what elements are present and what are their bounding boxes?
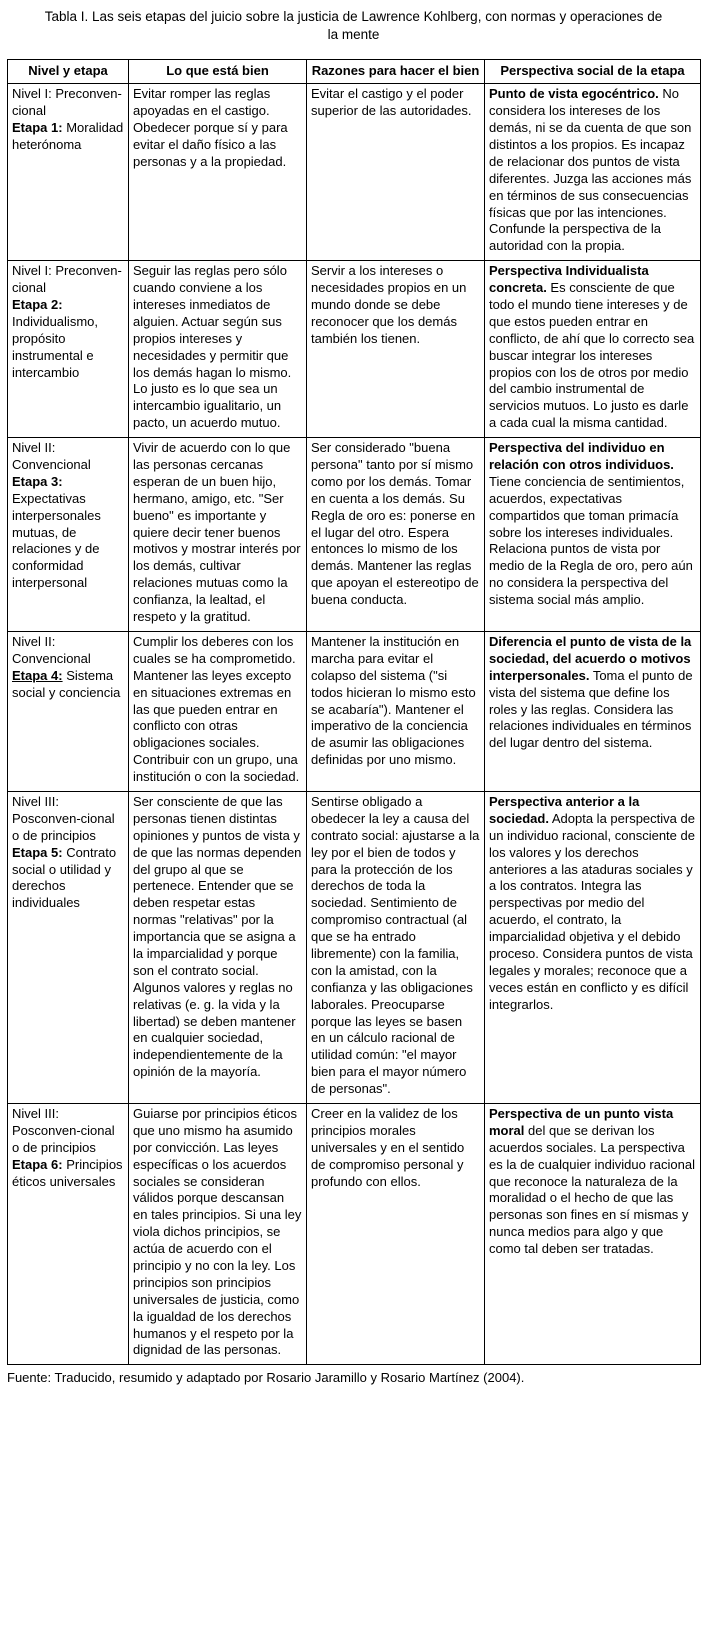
- perspective-body: Tiene conciencia de sentimientos, acuerdos, expectativas compartidos que toman primacía sobre los intereses individuales. Relaciona puntos de vista por medio de la Regla de oro, pero aún no considera la perspectiva del sistema social más amplio.: [489, 473, 693, 608]
- etapa-text: [12, 297, 124, 381]
- header-row: [8, 60, 701, 84]
- etapa-desc: Contrato social o utilidad y derechos individuales: [12, 844, 117, 911]
- perspective-body: Adopta la perspectiva de un individuo racional, consciente de los valores y los derechos anteriores a las ataduras sociales y a los contratos. Integra las perspectivas por medio del acuerdo, el contrato, la imparcialidad objetiva y el debido proceso. Considera puntos de vista legales y morales; reconoce que a veces están en conflicto y es difícil integrarlos.: [489, 810, 695, 1012]
- cell-what-is-right: Seguir las reglas pero sólo cuando conviene a los intereses inmediatos de alguien. Actuar según sus propios intereses y necesidades y permitir que los demás hagan lo mismo. Lo justo es lo que sea un intercambio igualitario, un pacto, un acuerdo mutuo.: [129, 261, 307, 438]
- cell-what-is-right: Cumplir los deberes con los cuales se ha comprometido. Mantener las leyes excepto en situaciones extremas en las que pueden entrar en conflicto con otras obligaciones sociales. Contribuir con un grupo, una institución o con la sociedad.: [129, 631, 307, 791]
- level-text: Nivel III: Posconven-cional o de principios: [12, 793, 115, 843]
- cell-reasons: Mantener la institución en marcha para evitar el colapso del sistema ("si todos hicieran lo mismo esto se acabaría"). Mantener el imperativo de la conciencia de asumir las obligaciones definidas por uno mismo.: [307, 631, 485, 791]
- perspective-lead: Perspectiva del individuo en relación con otros individuos.: [489, 440, 674, 473]
- cell-social-perspective: [485, 1103, 701, 1364]
- etapa-label: Etapa 3:: [12, 473, 63, 489]
- etapa-desc: Sistema social y conciencia: [12, 667, 121, 700]
- table-title: Tabla I. Las seis etapas del juicio sobre la justicia de Lawrence Kohlberg, con normas y operaciones de la mente: [44, 9, 663, 43]
- level-text: Nivel I: Preconven-cional: [12, 86, 122, 119]
- etapa-desc: Moralidad heterónoma: [12, 120, 124, 152]
- cell-level-etapa: [8, 1103, 129, 1364]
- etapa-text: [12, 120, 124, 154]
- cell-what-is-right: Guiarse por principios éticos que uno mismo ha asumido por convicción. Las leyes específicas o los acuerdos sociales se consideran válidos porque descansan en tales principios. Si una ley viola dichos principios, se actúa de acuerdo con el principio y no con la ley. Los principios son principios universales de justicia, como la igualdad de los derechos humanos y el respeto por la dignidad de las personas.: [129, 1103, 307, 1364]
- cell-social-perspective: [485, 438, 701, 632]
- perspective-lead: Perspectiva anterior a la sociedad.: [489, 793, 640, 826]
- perspective-lead: Perspectiva de un punto vista moral: [489, 1105, 674, 1138]
- perspective-lead: Perspectiva Individualista concreta.: [489, 263, 649, 296]
- cell-social-perspective: [485, 791, 701, 1103]
- cell-reasons: Ser considerado "buena persona" tanto por sí mismo como por los demás. Tomar en cuenta a los demás. Su Regla de oro es: ponerse en el lugar del otro. Espera entonces lo mismo de los demás. Mantener las reglas que apoyan el estereotipo de buena conducta.: [307, 438, 485, 632]
- etapa-label: Etapa 2:: [12, 297, 63, 313]
- cell-reasons: Sentirse obligado a obedecer la ley a causa del contrato social: ajustarse a la ley por el bien de todos y para la protección de los derechos de toda la sociedad. Sentimiento de compromiso contractual (al que se ha entrado libremente) con la familia, con la amistad, con la confianza y las obligaciones laborales. Preocuparse porque las leyes se basen en un cálculo racional de utilidad común: "el mayor bien para el mayor número de personas".: [307, 791, 485, 1103]
- header-perspectiva: Perspectiva social de la etapa: [485, 60, 701, 84]
- header-nivel-etapa: Nivel y etapa: [8, 60, 129, 84]
- cell-social-perspective: [485, 84, 701, 261]
- level-text: Nivel I: Preconven-cional: [12, 263, 122, 296]
- cell-reasons: Creer en la validez de los principios morales universales y en el sentido de compromiso personal y profundo con ellos.: [307, 1103, 485, 1364]
- table-row: [8, 84, 701, 261]
- perspective-body: Es consciente de que todo el mundo tiene intereses y de que estos pueden entrar en conflicto, de ahí que lo correcto sea buscar integrar los intereses propios con los de otros por medio del cambio instrumental de servicios mutuos. Lo justo es darle a cada cual la misma cantidad.: [489, 280, 695, 431]
- level-text: Nivel II: Convencional: [12, 633, 91, 666]
- table-header: [8, 60, 701, 84]
- header-lo-que-esta-bien: Lo que está bien: [129, 60, 307, 84]
- level-text: Nivel III: Posconven-cional o de principios: [12, 1105, 115, 1155]
- cell-what-is-right: Evitar romper las reglas apoyadas en el castigo. Obedecer porque sí y para evitar el daño físico a las personas y a la propiedad.: [129, 84, 307, 261]
- cell-reasons: Servir a los intereses o necesidades propios en un mundo donde se debe reconocer que los demás también los tienen.: [307, 261, 485, 438]
- cell-social-perspective: [485, 631, 701, 791]
- cell-what-is-right: Vivir de acuerdo con lo que las personas cercanas esperan de un buen hijo, hermano, amigo, etc. "Ser bueno" es importante y quiere decir tener buenos motivos y mostrar interés por los demás, cultivar relaciones mutuas como la confianza, la lealtad, el respeto y la gratitud.: [129, 438, 307, 632]
- perspective-body: del que se derivan los acuerdos sociales. La perspectiva es la de cualquier individuo racional que reconoce la naturaleza de la moralidad o el hecho de que las personas son fines en sí mismas y nunca medios para algo y que como tal deben ser tratadas.: [489, 1122, 695, 1257]
- perspective-body: No considera los intereses de los demás, ni se da cuenta de que son distintos a los propios. Es incapaz de relacionar dos puntos de vista diferentes. Juzga las acciones más en términos de sus consecuencias físicas que por las intenciones. Confunde la perspectiva de la autoridad con la propia.: [489, 86, 692, 254]
- cell-level-etapa: [8, 84, 129, 261]
- table-body: [8, 84, 701, 1365]
- table-row: [8, 1103, 701, 1364]
- cell-reasons: Evitar el castigo y el poder superior de las autoridades.: [307, 84, 485, 261]
- etapa-text: [12, 668, 124, 702]
- level-text: Nivel II: Convencional: [12, 440, 91, 473]
- table-row: [8, 261, 701, 438]
- cell-level-etapa: [8, 631, 129, 791]
- cell-social-perspective: [485, 261, 701, 438]
- etapa-desc: Expectativas interpersonales mutuas, de relaciones y de conformidad interpersonal: [12, 490, 101, 591]
- kohlberg-stages-table: [7, 59, 701, 1365]
- table-row: [8, 791, 701, 1103]
- perspective-lead: Punto de vista egocéntrico.: [489, 86, 659, 102]
- source-note: Fuente: Traducido, resumido y adaptado por Rosario Jaramillo y Rosario Martínez (2004).: [7, 1370, 525, 1386]
- cell-what-is-right: Ser consciente de que las personas tienen distintas opiniones y puntos de vista y de que las normas dependen del grupo al que se pertenece. Entender que se deben respetar estas normas "relativas" por la importancia que se asigna a la imparcialidad y porque son el contrato social. Algunos valores y reglas no relativas (e. g. la vida y la libertad) se deben mantener en cualquier sociedad, independientemente de la opinión de la mayoría.: [129, 791, 307, 1103]
- cell-level-etapa: [8, 438, 129, 632]
- etapa-text: [12, 845, 124, 913]
- etapa-desc: Principios éticos universales: [12, 1156, 123, 1189]
- perspective-body: Toma el punto de vista del sistema que define los roles y las reglas. Considera las relaciones individuales en términos del lugar dentro del sistema.: [489, 667, 693, 751]
- perspective-lead: Diferencia el punto de vista de la sociedad, del acuerdo o motivos interpersonales.: [489, 633, 692, 683]
- etapa-label: Etapa 6:: [12, 1156, 63, 1172]
- cell-level-etapa: [8, 261, 129, 438]
- etapa-text: [12, 474, 124, 592]
- header-razones: Razones para hacer el bien: [307, 60, 485, 84]
- etapa-label: Etapa 1:: [12, 120, 63, 136]
- table-row: [8, 631, 701, 791]
- table-row: [8, 438, 701, 632]
- cell-level-etapa: [8, 791, 129, 1103]
- etapa-text: [12, 1157, 124, 1191]
- etapa-label: Etapa 4:: [12, 667, 63, 683]
- etapa-desc: Individualismo, propósito instrumental e intercambio: [12, 313, 98, 380]
- etapa-label: Etapa 5:: [12, 844, 63, 860]
